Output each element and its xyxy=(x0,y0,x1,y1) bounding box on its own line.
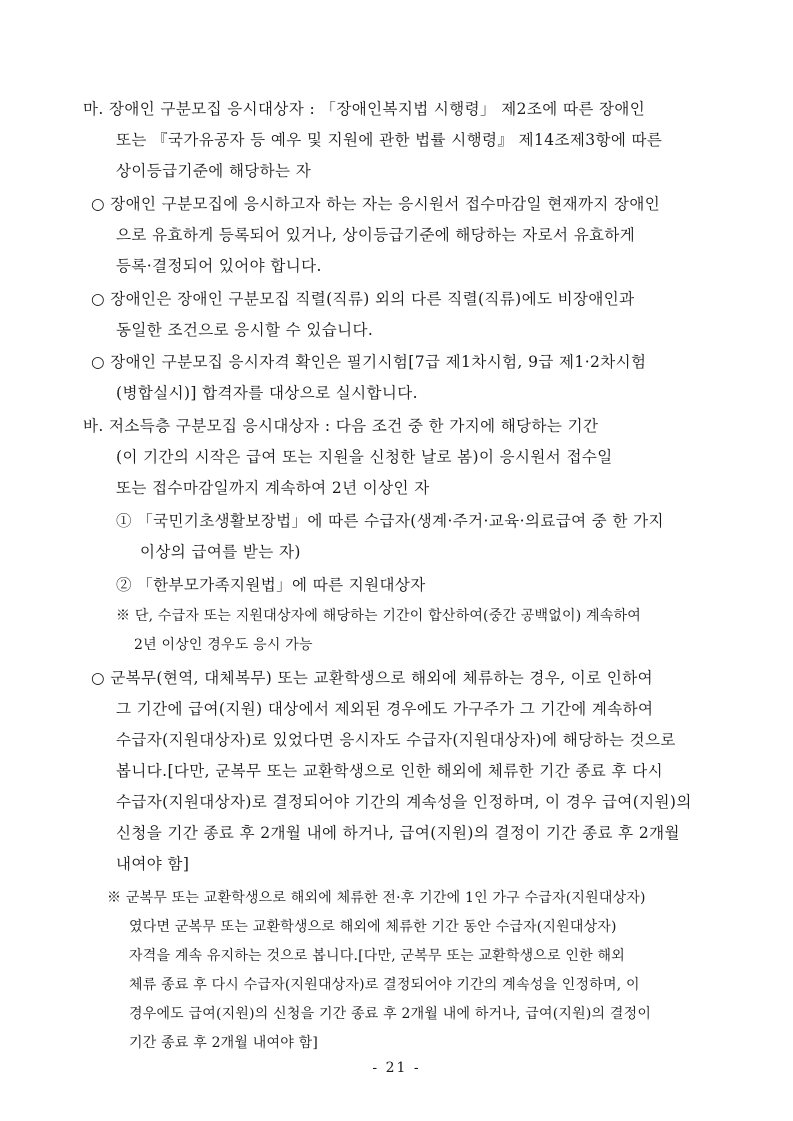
section-ba-note-1: ※ 단, 수급자 또는 지원대상자에 해당하는 기간이 합산하여(중간 공백없이) 계속하여 xyxy=(116,608,641,624)
section-ba-bullet-1-line4: 봅니다.[다만, 군복무 또는 교환학생으로 인한 해외에 체류한 기간 종료 후 다시 xyxy=(116,762,663,780)
section-ba-heading-line3: 또는 접수마감일까지 계속하여 2년 이상인 자 xyxy=(116,479,430,497)
section-ma-bullet-2-line2: 동일한 조건으로 응시할 수 있습니다. xyxy=(116,321,374,339)
section-ma-bullet-2: ○ 장애인은 장애인 구분모집 직렬(직류) 외의 다른 직렬(직류)에도 비장애인과 xyxy=(91,290,635,308)
section-ba-note-2-line2: 였다면 군복무 또는 교환학생으로 해외에 체류한 기간 동안 수급자(지원대상자) xyxy=(129,919,617,935)
section-ba-item-2: ② 「한부모가족지원법」에 따른 지원대상자 xyxy=(116,576,426,594)
section-ba-bullet-1-line7: 내여야 함] xyxy=(116,855,190,873)
section-ba-note-1-line2: 2년 이상인 경우도 응시 가능 xyxy=(134,637,313,653)
section-ba-bullet-1-line2: 그 기간에 급여(지원) 대상에서 제외된 경우에도 가구주가 그 기간에 계속하여 xyxy=(116,700,654,718)
section-ma-bullet-1: ○ 장애인 구분모집에 응시하고자 하는 자는 응시원서 접수마감일 현재까지 장애인 xyxy=(91,195,661,213)
section-ba-note-2-line5: 경우에도 급여(지원)의 신청을 기간 종료 후 2개월 내에 하거나, 급여(지원)의 결정이 xyxy=(129,1006,652,1022)
section-ma-heading-line2: 또는 『국가유공자 등 예우 및 지원에 관한 법률 시행령』 제14조제3항에 따른 xyxy=(116,131,663,149)
section-ma-bullet-3-line2: (병합실시)] 합격자를 대상으로 실시합니다. xyxy=(116,384,418,402)
section-ba-bullet-1-line3: 수급자(지원대상자)로 있었다면 응시자도 수급자(지원대상자)에 해당하는 것으로 xyxy=(116,731,676,749)
section-ba-heading-line2: (이 기간의 시작은 급여 또는 지원을 신청한 날로 봄)이 응시원서 접수일 xyxy=(116,448,613,466)
section-ba-heading: 바. 저소득층 구분모집 응시대상자 : 다음 조건 중 한 가지에 해당하는 기간 xyxy=(83,417,599,435)
section-ba-bullet-1-line6: 신청을 기간 종료 후 2개월 내에 하거나, 급여(지원)의 결정이 기간 종료 후 2개월 xyxy=(116,824,680,842)
section-ma-bullet-1-line2: 으로 유효하게 등록되어 있거나, 상이등급기준에 해당하는 자로서 유효하게 xyxy=(116,226,636,244)
section-ma-bullet-3: ○ 장애인 구분모집 응시자격 확인은 필기시험[7급 제1차시험, 9급 제1·2차시험 xyxy=(91,353,647,371)
section-ba-note-2: ※ 군복무 또는 교환학생으로 해외에 체류한 전·후 기간에 1인 가구 수급자(지원대상자) xyxy=(107,890,646,906)
page-number: - 21 - xyxy=(372,1060,421,1076)
section-ba-note-2-line6: 기간 종료 후 2개월 내여야 함] xyxy=(129,1035,318,1051)
section-ba-item-1: ① 「국민기초생활보장법」에 따른 수급자(생계·주거·교육·의료급여 중 한 가지 xyxy=(116,512,664,530)
section-ba-bullet-1-line5: 수급자(지원대상자)로 결정되어야 기간의 계속성을 인정하며, 이 경우 급여(지원)의 xyxy=(116,793,692,811)
section-ba-note-2-line3: 자격을 계속 유지하는 것으로 봅니다.[다만, 군복무 또는 교환학생으로 인한 해외 xyxy=(129,948,625,964)
section-ma-heading: 마. 장애인 구분모집 응시대상자 : 「장애인복지법 시행령」 제2조에 따른 장애인 xyxy=(83,100,646,118)
section-ma-heading-line3: 상이등급기준에 해당하는 자 xyxy=(116,162,312,180)
section-ma-bullet-1-line3: 등록·결정되어 있어야 합니다. xyxy=(116,257,322,275)
section-ba-bullet-1: ○ 군복무(현역, 대체복무) 또는 교환학생으로 해외에 체류하는 경우, 이로 인하여 xyxy=(91,669,653,687)
section-ba-note-2-line4: 체류 종료 후 다시 수급자(지원대상자)로 결정되어야 기간의 계속성을 인정하며, 이 xyxy=(129,977,640,993)
section-ba-item-1-line2: 이상의 급여를 받는 자) xyxy=(140,543,301,561)
